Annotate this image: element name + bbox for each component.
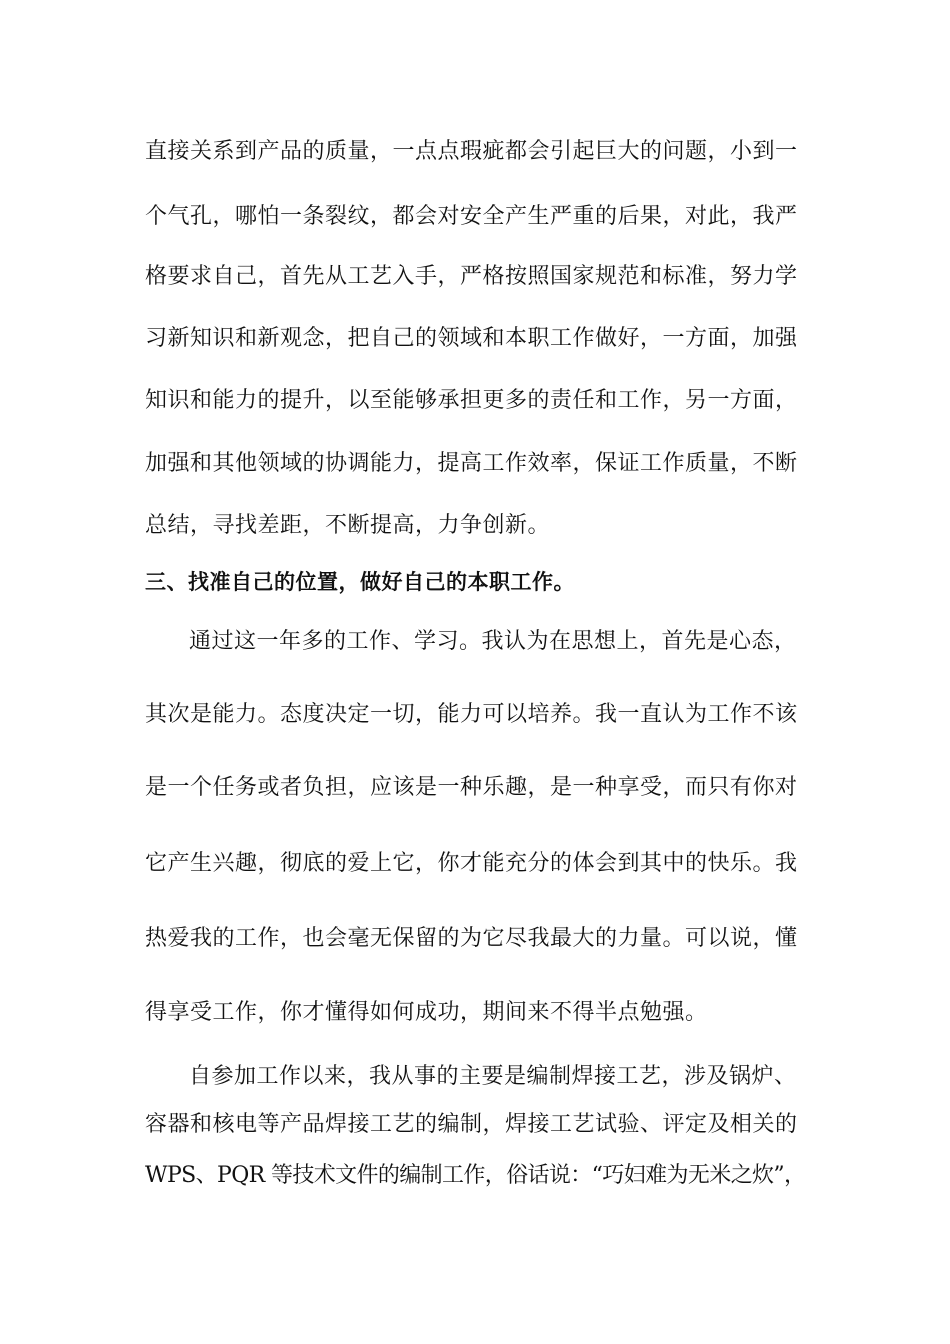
- paragraph-2-line-4: 它产生兴趣，彻底的爱上它，你才能充分的体会到其中的快乐。我: [145, 851, 798, 876]
- paragraph-1-line-5: 知识和能力的提升，以至能够承担更多的责任和工作，另一方面，: [145, 388, 798, 413]
- paragraph-2-line-1: 通过这一年多的工作、学习。我认为在思想上，首先是心态，: [189, 629, 797, 654]
- paragraph-1-line-2: 个气孔，哪怕一条裂纹，都会对安全产生严重的后果，对此，我严: [145, 204, 798, 229]
- paragraph-3-line-1: 自参加工作以来，我从事的主要是编制焊接工艺，涉及锅炉、: [189, 1064, 797, 1089]
- paragraph-2-line-2: 其次是能力。态度决定一切，能力可以培养。我一直认为工作不该: [145, 702, 798, 727]
- paragraph-3-line-2: 容器和核电等产品焊接工艺的编制，焊接工艺试验、评定及相关的: [145, 1112, 798, 1137]
- paragraph-2-line-5: 热爱我的工作，也会毫无保留的为它尽我最大的力量。可以说，懂: [145, 926, 798, 951]
- paragraph-1-line-3: 格要求自己，首先从工艺入手，严格按照国家规范和标准，努力学: [145, 264, 798, 289]
- paragraph-2-line-6: 得享受工作，你才懂得如何成功，期间来不得半点勉强。: [145, 1000, 708, 1025]
- paragraph-1-line-1: 直接关系到产品的质量，一点点瑕疵都会引起巨大的问题，小到一: [145, 139, 798, 164]
- paragraph-1-line-6: 加强和其他领域的协调能力，提高工作效率，保证工作质量，不断: [145, 451, 798, 476]
- paragraph-2-line-3: 是一个任务或者负担，应该是一种乐趣，是一种享受，而只有你对: [145, 775, 798, 800]
- paragraph-3-line-3: WPS、PQR 等技术文件的编制工作，俗话说：“巧妇难为无米之炊”，: [145, 1163, 806, 1188]
- paragraph-1-line-4: 习新知识和新观念，把自己的领域和本职工作做好，一方面，加强: [145, 326, 798, 351]
- section-heading-3: 三、找准自己的位置，做好自己的本职工作。: [145, 570, 575, 594]
- paragraph-1-line-7: 总结，寻找差距，不断提高，力争创新。: [145, 513, 551, 538]
